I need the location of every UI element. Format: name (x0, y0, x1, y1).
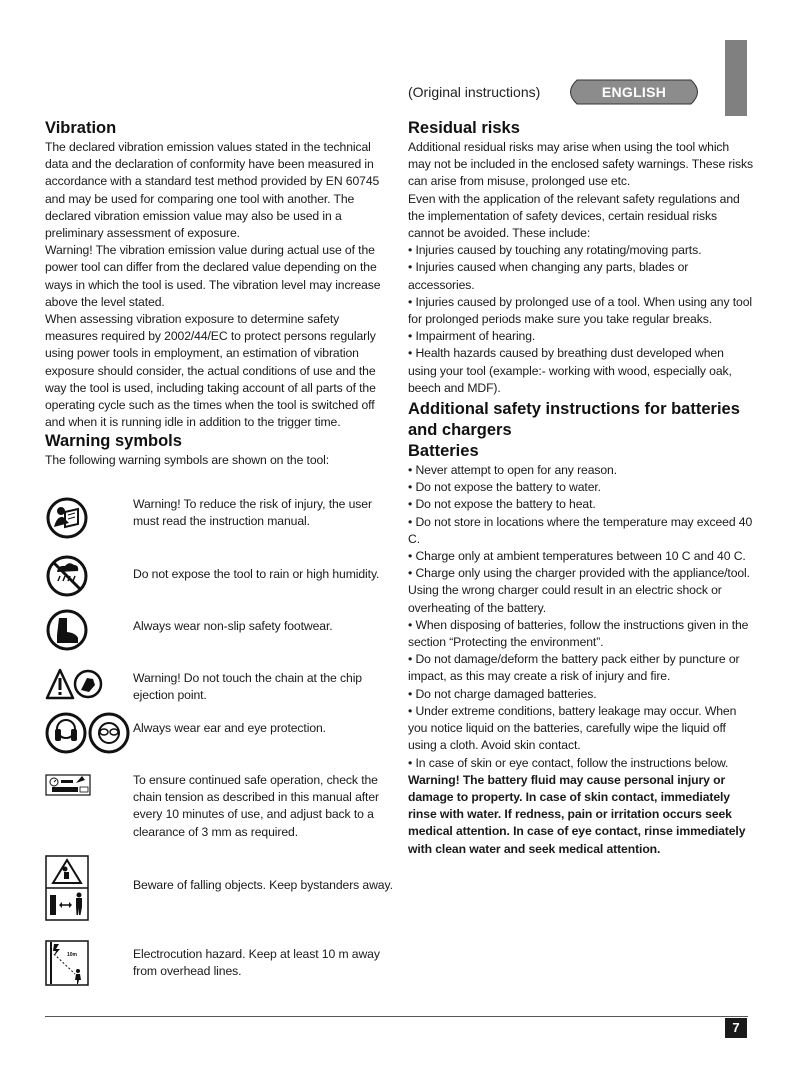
symbol-text: Do not expose the tool to rain or high humidity. (133, 567, 380, 581)
residual-item: • Health hazards caused by breathing dust developed when using your tool (example:- working with wood, especially oak, beech and MDF). (408, 346, 732, 395)
symbol-text: Beware of falling objects. Keep bystanders away. (133, 878, 393, 892)
residual-item: • Injuries caused by touching any rotating/moving parts. (408, 243, 702, 258)
battery-item: • When disposing of batteries, follow the instructions given in the section “Protecting the environment”. (408, 617, 749, 650)
vibration-paragraph-2: Warning! The vibration emission value during actual use of the power tool can differ from the declared value depending on the ways in which the tool is used. The vibration level may increase above the level stated. (45, 243, 381, 309)
electrocution-icon (45, 940, 89, 986)
battery-item: • Do not expose the battery to water. (408, 480, 601, 495)
battery-item: • Do not charge damaged batteries. (408, 686, 597, 701)
footer-rule (45, 1016, 748, 1017)
vibration-paragraph-3: When assessing vibration exposure to determine safety measures required by 2002/44/EC to protect persons regularly using power tools in employment, an estimation of vibration exposure should consider, the actual conditions of use and the way the tool is used, including taking account of all parts of the operating cycle such as the times when the tool is switched off and when it is running idle in addition to the trigger time. (45, 312, 376, 430)
residual-item: • Injuries caused when changing any parts, blades or accessories. (408, 260, 689, 292)
battery-item: • Charge only at ambient temperatures between 10 C and 40 C. (408, 549, 746, 564)
vibration-heading: Vibration (45, 119, 117, 137)
symbol-text: To ensure continued safe operation, check the chain tension as described in this manual after every 10 minutes of use, and adjust back to a clearance of 3 mm as required. (133, 773, 379, 839)
additional-safety-heading: Additional safety instructions for batteries and chargers (408, 400, 740, 440)
battery-item: • Under extreme conditions, battery leakage may occur. When you notice liquid on the batteries, carefully wipe the liquid off using a cloth. Avoid skin contact. (408, 703, 737, 753)
symbol-text: Warning! Do not touch the chain at the chip ejection point. (133, 671, 362, 703)
battery-item: • Do not store in locations where the temperature may exceed 40 C. (408, 514, 753, 546)
falling-objects-icon (45, 855, 89, 921)
residual-paragraph-1: Additional residual risks may arise when using the tool which may not be included in the enclosed safety warnings. These risks can arise from misuse, prolonged use etc. (408, 140, 753, 189)
language-badge (563, 79, 705, 105)
original-instructions-label: (Original instructions) (408, 84, 541, 100)
page-number: 7 (725, 1018, 747, 1038)
no-rain-icon (45, 554, 89, 598)
symbol-text: Electrocution hazard. Keep at least 10 m away from overhead lines. (133, 947, 380, 979)
residual-paragraph-2: Even with the application of the relevant safety regulations and the implementation of safety devices, certain residual risks cannot be avoided. These include: (408, 191, 740, 241)
batteries-heading: Batteries (408, 442, 479, 461)
svg-text:10m: 10m (67, 952, 78, 958)
battery-item: • Do not damage/deform the battery pack either by puncture or impact, as this may create a risk of injury and fire. (408, 652, 740, 684)
right-column (408, 118, 753, 858)
symbol-text: Warning! To reduce the risk of injury, the user must read the instruction manual. (133, 497, 372, 529)
residual-risks-heading: Residual risks (408, 119, 520, 137)
language-label: ENGLISH (601, 84, 667, 100)
battery-warning: Warning! The battery fluid may cause personal injury or damage to property. In case of skin contact, immediately rinse with water. If redness, pain or irritation occurs seek medical attention. In case of eye contact, rinse immediately with clean water and seek medical attention. (408, 772, 746, 856)
symbol-text: Always wear ear and eye protection. (133, 721, 326, 735)
side-tab (725, 40, 747, 116)
safety-footwear-icon (45, 608, 89, 652)
warning-symbols-heading: Warning symbols (45, 432, 182, 451)
read-manual-icon (45, 496, 89, 540)
left-column (45, 118, 395, 470)
battery-item: • In case of skin or eye contact, follow the instructions below. (408, 755, 729, 770)
battery-item: • Do not expose the battery to heat. (408, 497, 596, 512)
chip-ejection-icon (45, 668, 105, 702)
residual-item: • Impairment of hearing. (408, 329, 536, 344)
ear-eye-protection-icon (45, 712, 135, 754)
symbol-text: Always wear non-slip safety footwear. (133, 619, 333, 633)
chain-tension-icon (45, 772, 91, 798)
residual-item: • Injuries caused by prolonged use of a tool. When using any tool for prolonged periods make sure you take regular breaks. (408, 294, 752, 327)
battery-item: • Charge only using the charger provided with the appliance/tool. Using the wrong charger could result in an electric shock or overheating of the battery. (408, 566, 750, 615)
warning-symbols-intro: The following warning symbols are shown on the tool: (45, 453, 330, 468)
vibration-paragraph-1: The declared vibration emission values stated in the technical data and the declaration of conformity have been measured in accordance with a standard test method provided by EN 60745 and may be used for comparing one tool with another. The declared vibration emission value may also be used in a preliminary assessment of exposure. (45, 140, 380, 241)
battery-item: • Never attempt to open for any reason. (408, 463, 618, 478)
